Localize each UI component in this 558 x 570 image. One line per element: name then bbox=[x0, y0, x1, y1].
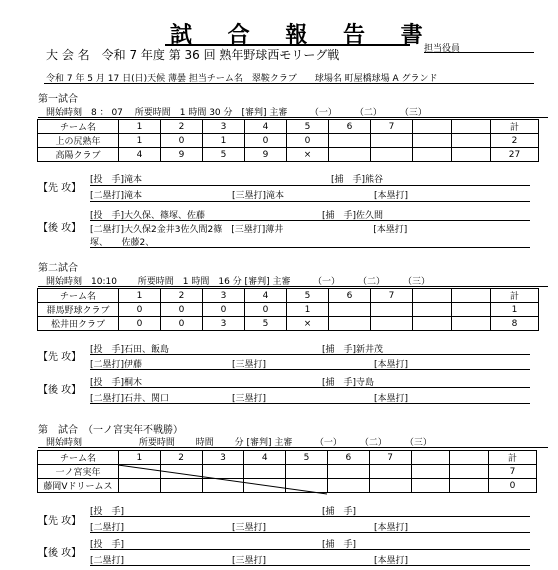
inning-score bbox=[371, 134, 413, 148]
inning-header: 1 bbox=[118, 451, 160, 465]
attack-second-line-1: [投 手]桐木 [捕 手]寺島 bbox=[90, 378, 375, 388]
inning-score: × bbox=[287, 148, 329, 162]
inning-header: 2 bbox=[161, 289, 203, 303]
meet-name: 大 会 名 令和 7 年度 第 36 回 熟年野球西モリーグ戦 bbox=[46, 48, 340, 62]
inning-score: × bbox=[287, 317, 329, 331]
total-header: 計 bbox=[491, 289, 539, 303]
attack-second-line-1: [投 手] [捕 手] bbox=[90, 540, 357, 550]
attack-first-label: 【先 攻】 bbox=[38, 516, 82, 527]
inning-header: 2 bbox=[160, 451, 202, 465]
inning-score bbox=[413, 303, 452, 317]
rule bbox=[90, 403, 530, 404]
game-3-info: 開始時刻 所要時間 時間 分 [審判] 主審 （一） （二） （三） bbox=[46, 438, 432, 448]
rule bbox=[90, 369, 530, 370]
inning-header: 5 bbox=[287, 289, 329, 303]
inning-score: 0 bbox=[161, 317, 203, 331]
total-score: 8 bbox=[491, 317, 539, 331]
rule bbox=[90, 220, 530, 221]
inning-header: 4 bbox=[245, 289, 287, 303]
attack-first-label: 【先 攻】 bbox=[38, 183, 82, 194]
game-1-scoreboard bbox=[37, 119, 539, 162]
inning-score: 0 bbox=[119, 303, 161, 317]
inning-score bbox=[371, 317, 413, 331]
inning-score: 9 bbox=[245, 148, 287, 162]
game-3-title: 第 試合 （一ノ宮実年不戦勝） bbox=[38, 425, 183, 436]
inning-score bbox=[329, 134, 371, 148]
inning-header: 3 bbox=[203, 289, 245, 303]
inning-score: 0 bbox=[245, 134, 287, 148]
game-2-info: 開始時刻 10:10 所要時間 1 時間 16 分 [審判] 主審 （一） （二） （三） bbox=[46, 277, 430, 287]
page-title: 試 合 報 告 書 bbox=[170, 22, 437, 48]
attack-first-label: 【先 攻】 bbox=[38, 352, 82, 363]
inning-score bbox=[329, 303, 371, 317]
inning-header bbox=[452, 289, 491, 303]
inning-score: 0 bbox=[119, 317, 161, 331]
team-name: 藤岡Vドリームス bbox=[38, 479, 119, 493]
attack-second-label: 【後 攻】 bbox=[38, 385, 82, 396]
inning-score bbox=[329, 148, 371, 162]
inning-header: 2 bbox=[161, 120, 203, 134]
game-1-title: 第一試合 bbox=[38, 94, 78, 105]
inning-header bbox=[413, 120, 452, 134]
attack-first-line-2: [二塁打] [三塁打] [本塁打] bbox=[90, 523, 409, 533]
officer-label: 担当役員 bbox=[424, 44, 461, 54]
officer-underline bbox=[424, 52, 534, 53]
inning-score: 0 bbox=[161, 303, 203, 317]
game-2-title: 第二試合 bbox=[38, 263, 78, 274]
inning-score bbox=[413, 148, 452, 162]
inning-header bbox=[413, 289, 452, 303]
team-name: 一ノ宮実年 bbox=[38, 465, 119, 479]
inning-score: 0 bbox=[287, 134, 329, 148]
scoreboard-header-row bbox=[38, 289, 539, 303]
inning-score: 9 bbox=[161, 148, 203, 162]
team-name: 高陽クラブ bbox=[38, 148, 119, 162]
attack-first-line-2: [二塁打]伊藤 [三塁打] [本塁打] bbox=[90, 360, 409, 370]
inning-header: 6 bbox=[329, 120, 371, 134]
rule bbox=[90, 247, 530, 248]
inning-header: 5 bbox=[287, 120, 329, 134]
rule bbox=[90, 354, 530, 355]
rule bbox=[90, 201, 530, 202]
inning-header: 1 bbox=[119, 120, 161, 134]
rule bbox=[90, 387, 530, 388]
inning-score bbox=[371, 303, 413, 317]
inning-header: 7 bbox=[369, 451, 411, 465]
total-score: 1 bbox=[491, 303, 539, 317]
inning-header: 4 bbox=[245, 120, 287, 134]
inning-score bbox=[371, 148, 413, 162]
inning-score: 5 bbox=[245, 317, 287, 331]
inning-header bbox=[452, 120, 491, 134]
table-row bbox=[38, 317, 539, 331]
inning-header: 3 bbox=[203, 120, 245, 134]
total-score: 27 bbox=[491, 148, 539, 162]
table-row bbox=[38, 134, 539, 148]
inning-score bbox=[452, 148, 491, 162]
table-row bbox=[38, 303, 539, 317]
attack-second-label: 【後 攻】 bbox=[38, 223, 82, 234]
total-score: 0 bbox=[489, 479, 537, 493]
inning-header: 5 bbox=[286, 451, 328, 465]
game-2-info-underline bbox=[38, 286, 548, 287]
attack-first-line-1: [投 手]石田、飯島 [捕 手]新井茂 bbox=[90, 345, 384, 355]
team-name: 群馬野球クラブ bbox=[38, 303, 119, 317]
rule bbox=[90, 532, 530, 533]
inning-score: 0 bbox=[245, 303, 287, 317]
game-1-info-underline bbox=[38, 117, 548, 118]
inning-score bbox=[452, 134, 491, 148]
attack-second-line-2: [二塁打] [三塁打] [本塁打] bbox=[90, 556, 409, 566]
inning-score bbox=[452, 303, 491, 317]
inning-score: 3 bbox=[203, 317, 245, 331]
rule bbox=[90, 516, 530, 517]
inning-score: 1 bbox=[287, 303, 329, 317]
inning-score bbox=[413, 317, 452, 331]
game-3-info-underline bbox=[38, 447, 548, 448]
total-score: 7 bbox=[489, 465, 537, 479]
total-header: 計 bbox=[491, 120, 539, 134]
rule bbox=[90, 185, 530, 186]
inning-header: 6 bbox=[329, 289, 371, 303]
team-name-header: チーム名 bbox=[38, 120, 119, 134]
team-name-header: チーム名 bbox=[38, 451, 119, 465]
rule bbox=[90, 565, 530, 566]
team-name: 上の尻熟年 bbox=[38, 134, 119, 148]
forfeit-strike-line bbox=[118, 465, 327, 494]
attack-first-line-1: [投 手] [捕 手] bbox=[90, 507, 357, 517]
inning-header: 3 bbox=[202, 451, 244, 465]
table-row bbox=[38, 148, 539, 162]
team-name-header: チーム名 bbox=[38, 289, 119, 303]
game-2-scoreboard bbox=[37, 288, 539, 331]
attack-first-line-1: [投 手]滝本 [捕 手]熊谷 bbox=[90, 175, 384, 185]
inning-score: 0 bbox=[161, 134, 203, 148]
inning-score: 5 bbox=[203, 148, 245, 162]
rule bbox=[90, 549, 530, 550]
inning-score bbox=[329, 317, 371, 331]
inning-header: 1 bbox=[119, 289, 161, 303]
inning-score: 1 bbox=[119, 134, 161, 148]
inning-header: 6 bbox=[327, 451, 369, 465]
inning-header: 7 bbox=[371, 289, 413, 303]
team-name: 松井田クラブ bbox=[38, 317, 119, 331]
attack-second-label: 【後 攻】 bbox=[38, 548, 82, 559]
total-score: 2 bbox=[491, 134, 539, 148]
inning-score: 4 bbox=[119, 148, 161, 162]
inning-score: 0 bbox=[203, 303, 245, 317]
attack-first-line-2: [二塁打]滝本 [三塁打]滝本 [本塁打] bbox=[90, 191, 409, 201]
game-3-scoreboard-wrap bbox=[37, 450, 537, 496]
attack-second-line-2: [二塁打]石井、関口 [三塁打] [本塁打] bbox=[90, 394, 409, 404]
meet-details: 令和 7 年 5 月 17 日(日)天候 薄曇 担当チーム名 翠鞍クラブ 球場名 町屋橋球場 A グランド bbox=[46, 74, 438, 84]
total-header: 計 bbox=[489, 451, 537, 465]
inning-score bbox=[452, 317, 491, 331]
game-1-info: 開始時刻 8 ： 07 所要時間 1 時間 30 分 [審判] 主審 （一） （二） （三） bbox=[46, 108, 427, 118]
inning-score bbox=[413, 134, 452, 148]
inning-header: 4 bbox=[244, 451, 286, 465]
attack-second-line-3: 塚、 佐藤2、 bbox=[90, 238, 155, 248]
forfeit-strike-lines bbox=[37, 450, 537, 496]
attack-second-line-2: [二塁打]大久保2金井3佐久間2篠 [三塁打]薄井 [本塁打] bbox=[90, 225, 408, 235]
meet-details-underline bbox=[44, 83, 534, 84]
scoreboard-header-row bbox=[38, 120, 539, 134]
attack-second-line-1: [投 手]大久保、篠塚、佐藤 [捕 手]佐久間 bbox=[90, 211, 384, 221]
inning-header: 7 bbox=[371, 120, 413, 134]
inning-score: 1 bbox=[203, 134, 245, 148]
